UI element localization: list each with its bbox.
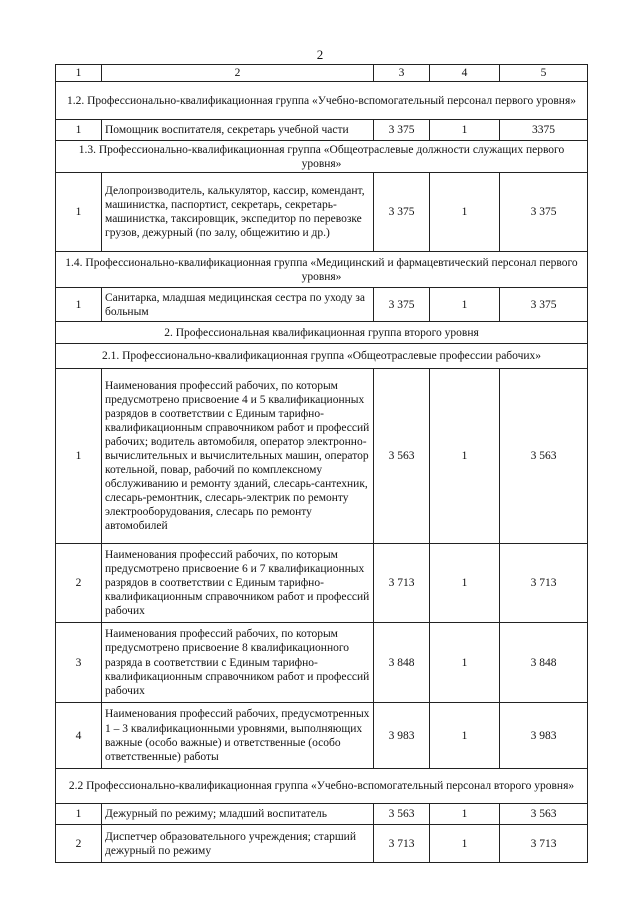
table-row	[56, 544, 588, 623]
header-col-2: 2	[102, 65, 374, 82]
header-col-5: 5	[500, 65, 588, 82]
section-header-row	[56, 344, 588, 369]
header-row	[56, 65, 588, 82]
salary-total: 3 713	[500, 825, 588, 863]
section-header-row	[56, 252, 588, 288]
salary-total: 3 848	[500, 623, 588, 703]
table-row	[56, 703, 588, 769]
section-header-row	[56, 769, 588, 804]
salary-total: 3 375	[500, 173, 588, 252]
position-name: Делопроизводитель, калькулятор, кассир, комендант, машинистка, паспортист, секретарь, секретарь-машинистка, таксировщик, экспедитор по перевозке грузов, дежурный (по залу, общежитию и др.)	[102, 173, 374, 252]
table-row	[56, 173, 588, 252]
salary-total: 3 983	[500, 703, 588, 769]
base-salary: 3 375	[374, 173, 430, 252]
table-row	[56, 288, 588, 322]
position-name: Наименования профессий рабочих, предусмотренных 1 – 3 квалификационными уровнями, выполняющих важные (особо важные) и ответственные (особо ответственные) работы	[102, 703, 374, 769]
section-header-row	[56, 82, 588, 120]
coefficient: 1	[430, 120, 500, 141]
section-title: 1.3. Профессионально-квалификационная группа «Общеотраслевые должности служащих первого уровня»	[56, 141, 588, 173]
section-title: 2.1. Профессионально-квалификационная группа «Общеотраслевые профессии рабочих»	[56, 344, 588, 369]
salary-total: 3375	[500, 120, 588, 141]
position-name: Диспетчер образовательного учреждения; старший дежурный по режиму	[102, 825, 374, 863]
section-title: 1.4. Профессионально-квалификационная группа «Медицинский и фармацевтический персонал первого уровня»	[56, 252, 588, 288]
base-salary: 3 563	[374, 369, 430, 544]
base-salary: 3 563	[374, 804, 430, 825]
salary-total: 3 563	[500, 804, 588, 825]
salary-total: 3 713	[500, 544, 588, 623]
row-number: 1	[56, 288, 102, 322]
section-title: 2. Профессиональная квалификационная группа второго уровня	[56, 322, 588, 344]
table-row	[56, 623, 588, 703]
base-salary: 3 375	[374, 288, 430, 322]
row-number: 1	[56, 173, 102, 252]
coefficient: 1	[430, 173, 500, 252]
section-header-row	[56, 322, 588, 344]
table-row	[56, 120, 588, 141]
section-header-row	[56, 141, 588, 173]
row-number: 2	[56, 544, 102, 623]
row-number: 1	[56, 120, 102, 141]
section-title: 1.2. Профессионально-квалификационная группа «Учебно-вспомогательный персонал первого уровня»	[56, 82, 588, 120]
row-number: 1	[56, 804, 102, 825]
salary-total: 3 375	[500, 288, 588, 322]
header-col-3: 3	[374, 65, 430, 82]
coefficient: 1	[430, 369, 500, 544]
coefficient: 1	[430, 825, 500, 863]
coefficient: 1	[430, 288, 500, 322]
row-number: 3	[56, 623, 102, 703]
base-salary: 3 848	[374, 623, 430, 703]
row-number: 2	[56, 825, 102, 863]
position-name: Помощник воспитателя, секретарь учебной части	[102, 120, 374, 141]
base-salary: 3 375	[374, 120, 430, 141]
position-name: Дежурный по режиму; младший воспитатель	[102, 804, 374, 825]
salary-table	[55, 64, 588, 863]
position-name: Наименования профессий рабочих, по которым предусмотрено присвоение 6 и 7 квалификационных разрядов в соответствии с Единым тарифно-квалификационным справочником работ и профессий рабочих	[102, 544, 374, 623]
row-number: 4	[56, 703, 102, 769]
row-number: 1	[56, 369, 102, 544]
header-col-1: 1	[56, 65, 102, 82]
coefficient: 1	[430, 804, 500, 825]
position-name: Наименования профессий рабочих, по которым предусмотрено присвоение 8 квалификационного разряда в соответствии с Единым тарифно-квалификационным справочником работ и профессий рабочих	[102, 623, 374, 703]
coefficient: 1	[430, 623, 500, 703]
section-title: 2.2 Профессионально-квалификационная группа «Учебно-вспомогательный персонал второго уровня»	[56, 769, 588, 804]
position-name: Санитарка, младшая медицинская сестра по уходу за больным	[102, 288, 374, 322]
salary-total: 3 563	[500, 369, 588, 544]
base-salary: 3 713	[374, 544, 430, 623]
table-row	[56, 825, 588, 863]
page-number: 2	[316, 47, 324, 62]
table-row	[56, 804, 588, 825]
position-name: Наименования профессий рабочих, по которым предусмотрено присвоение 4 и 5 квалификационных разрядов в соответствии с Единым тарифно-квалификационным справочником работ и профессий рабочих; водитель автомобиля, оператор электронно-вычислительных и вычислительных машин, оператор котельной, повар, рабочий по комплексному обслуживанию и ремонту зданий, слесарь-сантехник, слесарь-ремонтник, слесарь-электрик по ремонту электрооборудования, слесарь по ремонту автомобилей	[102, 369, 374, 544]
header-col-4: 4	[430, 65, 500, 82]
base-salary: 3 983	[374, 703, 430, 769]
base-salary: 3 713	[374, 825, 430, 863]
table-row	[56, 369, 588, 544]
coefficient: 1	[430, 544, 500, 623]
coefficient: 1	[430, 703, 500, 769]
